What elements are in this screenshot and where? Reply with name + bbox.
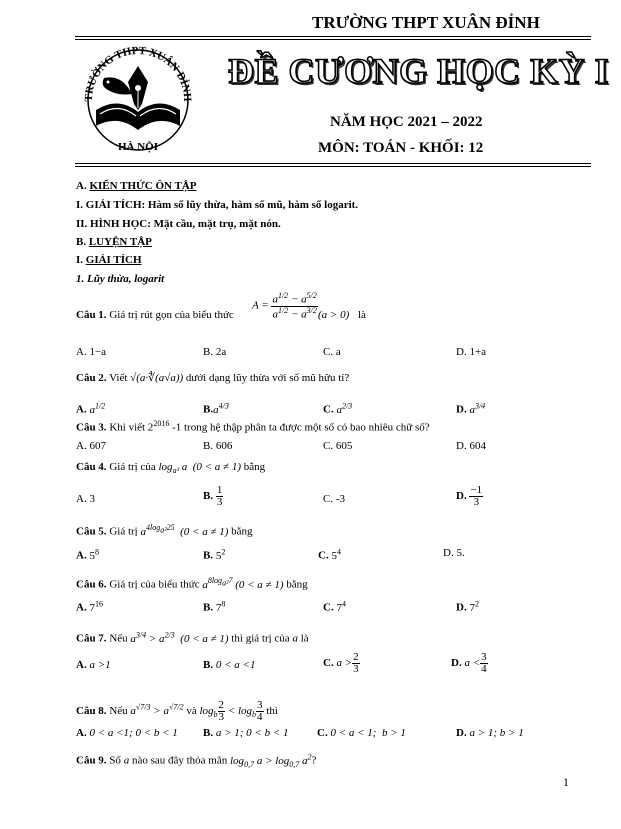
q6-option-d: D. $7^2$ [456,599,479,614]
q3-option-a: A. 607 [76,440,106,452]
question-5: Câu 5. Giá trị $a^{4log_{a^2}25}$ (0 < a ≠ 1) bằng [76,523,253,538]
q7-option-c: C. a > $\frac{2}{3}$ [323,651,359,675]
svg-text:TRƯỜNG THPT XUÂN ĐỈNH: TRƯỜNG THPT XUÂN ĐỈNH [82,44,194,102]
q6-option-a: A. $7^{16}$ [76,599,103,614]
q4-option-d: D. $\frac{-1}{3}$ [456,484,483,508]
question-6: Câu 6. Giá trị của biểu thức $a^{8log_{a^2}7}$ (0 < a ≠ 1) bằng [76,576,308,591]
section-giai-tich-topic: I. GIẢI TÍCH: Hàm số lũy thừa, hàm số mũ, hàm số logarit. [76,199,359,211]
q2-option-c: C. $a^{2/3}$ [323,401,353,416]
question-2: Câu 2. Viết √(a·∜(a√a)) dưới dạng lũy thừa với số mũ hữu tỉ? [76,372,350,384]
q7-option-a: A. a >1 [76,659,111,671]
q3-option-d: D. 604 [456,440,486,452]
question-7: Câu 7. Nếu $a^{3/4} > a^{2/3}$ (0 < a ≠ 1) thì giá trị của a là [76,630,309,645]
question-4: Câu 4. Giá trị của $\log_{a^3} a$ (0 < a ≠ 1) bằng [76,461,266,476]
svg-text:HÀ NỘI: HÀ NỘI [117,141,159,153]
q5-option-b: B. $5^2$ [203,547,226,562]
q1-option-a: A. 1−a [76,346,107,358]
header-line-bottom-2 [75,166,591,167]
question-1-tail: là [358,309,366,321]
section-b: B. LUYỆN TẬP [76,236,152,248]
q3-option-c: C. 605 [323,440,353,452]
q6-option-c: C. $7^4$ [323,599,346,614]
q4-option-c: C. -3 [323,493,345,505]
school-year: NĂM HỌC 2021 – 2022 [330,114,483,130]
q1-option-b: B. 2a [203,346,227,358]
q2-option-d: D. $a^{3/4}$ [456,401,486,416]
q4-option-a: A. 3 [76,493,95,505]
page-number: 1 [563,775,569,789]
question-9: Câu 9. Số a nào sau đây thỏa mãn $\log_{0,7} a > \log_{0,7} a^2$? [76,752,317,769]
q1-option-d: D. 1+a [456,346,487,358]
q7-option-b: B. 0 < a <1 [203,659,256,671]
section-hinh-hoc-topic: II. HÌNH HỌC: Mặt cầu, mặt trụ, mặt nón. [76,218,281,230]
header-line-bottom [75,163,591,164]
school-name: TRƯỜNG THPT XUÂN ĐỈNH [312,13,540,32]
q6-option-b: B. $7^8$ [203,599,226,614]
question-3: Câu 3. Khi viết $2^{2016}$ -1 trong hệ thập phân ta được một số có bao nhiêu chữ số? [76,419,430,434]
q8-option-c: C. 0 < a < 1; b > 1 [317,727,406,739]
question-1-condition: (a > 0) [318,309,350,321]
question-1-expression: A = $\frac{a^{1/2} - a^{5/2}}{a^{1/2} - a^{3/2}}$ [252,291,317,321]
q2-option-b: $B.a^{4/3}$ [203,401,229,416]
q2-option-a: A. $a^{1/2}$ [76,401,106,416]
school-logo [78,38,198,158]
q5-option-c: C. $5^4$ [318,547,341,562]
subsection-luy-thua: 1. Lũy thừa, logarit [76,273,165,285]
q1-option-c: C. a [323,346,341,358]
header-line-top [75,36,591,37]
document-title: ĐỀ CƯƠNG HỌC KỲ I [228,51,610,91]
question-1: Câu 1. Giá trị rút gọn của biểu thức [76,309,234,321]
q4-option-b: B. $\frac{1}{3}$ [203,484,223,508]
section-giai-tich: I. GIẢI TÍCH [76,254,142,266]
q8-option-b: B. a > 1; 0 < b < 1 [203,727,289,739]
question-8: Câu 8. Nếu $a^{√7/3} > a^{√7/2}$ và $\log_b$ $\frac{2}{3}$ < $\log_b$ $\frac{3}{4}$ thì [76,699,278,723]
section-a: A. KIẾN THỨC ÔN TẬP [76,180,197,192]
subject-line: MÔN: TOÁN - KHỐI: 12 [318,140,484,156]
q7-option-d: D. a < $\frac{3}{4}$ [451,651,487,675]
q5-option-d: D. 5. [443,547,465,559]
q8-option-a: A. 0 < a <1; 0 < b < 1 [76,727,178,739]
q8-option-d: D. a > 1; b > 1 [456,727,524,739]
q3-option-b: B. 606 [203,440,233,452]
q5-option-a: A. $5^8$ [76,547,99,562]
